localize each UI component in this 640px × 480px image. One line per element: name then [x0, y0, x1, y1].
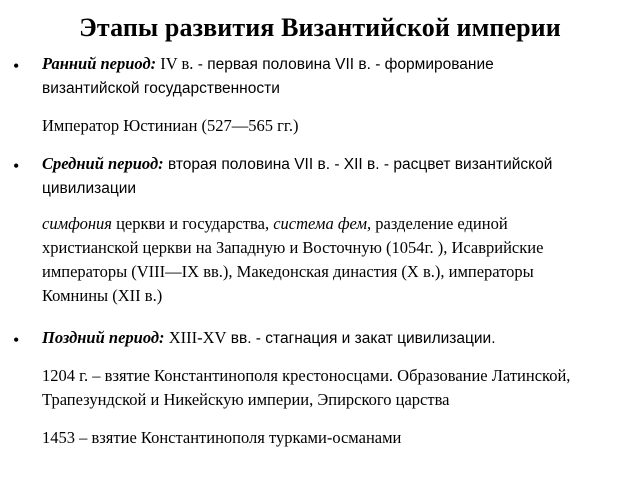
middle-detail-line4: Комнины (XII в.) — [42, 286, 163, 305]
middle-period-detail — [42, 212, 627, 308]
late-detail1-line1: 1204 г. – взятие Константинополя крестоносцами. Образование Латинской, — [42, 366, 571, 385]
late-period — [42, 326, 627, 351]
early-period-label: Ранний период: — [42, 54, 157, 73]
middle-detail-italic2: система фем, — [273, 214, 372, 233]
early-period-detail: Император Юстиниан (527—565 гг.) — [42, 116, 299, 135]
middle-detail-rest1: церкви и государства, — [111, 214, 274, 233]
late-period-label: Поздний период: — [42, 328, 165, 347]
middle-detail-line3: императоры (VIII—IX вв.), Македонская династия (X в.), императоры — [42, 262, 534, 281]
middle-period — [42, 152, 627, 201]
early-period — [42, 52, 627, 101]
middle-detail-italic1: симфония — [42, 214, 112, 233]
middle-period-label: Средний период: — [42, 154, 164, 173]
late-detail1-line2: Трапезундской и Никейскую империи, Эпирского царства — [42, 390, 450, 409]
late-period-roman: XIII-XV — [164, 328, 227, 347]
bullet-middle: • — [13, 156, 20, 176]
early-period-desc-line1: - первая половина VII в. - формирование — [193, 56, 494, 73]
middle-period-desc-line2: цивилизации — [42, 180, 137, 197]
middle-period-desc-line1: вторая половина VII в. - XII в. - расцвет византийской — [163, 156, 553, 173]
slide-title: Этапы развития Византийской империи — [79, 13, 561, 42]
late-period-detail1 — [42, 364, 627, 412]
late-period-detail2: 1453 – взятие Константинополя турками-османами — [42, 428, 402, 447]
late-period-desc: вв. - стагнация и закат цивилизации. — [226, 330, 496, 347]
middle-detail-rest2: разделение единой — [371, 214, 508, 233]
early-period-roman: IV в. — [156, 54, 194, 73]
bullet-early: • — [13, 56, 20, 76]
middle-detail-line2: христианской церкви на Западную и Восточную (1054г. ), Исаврийские — [42, 238, 544, 257]
bullet-late: • — [13, 330, 20, 350]
early-period-desc-line2: византийской государственности — [42, 80, 280, 97]
